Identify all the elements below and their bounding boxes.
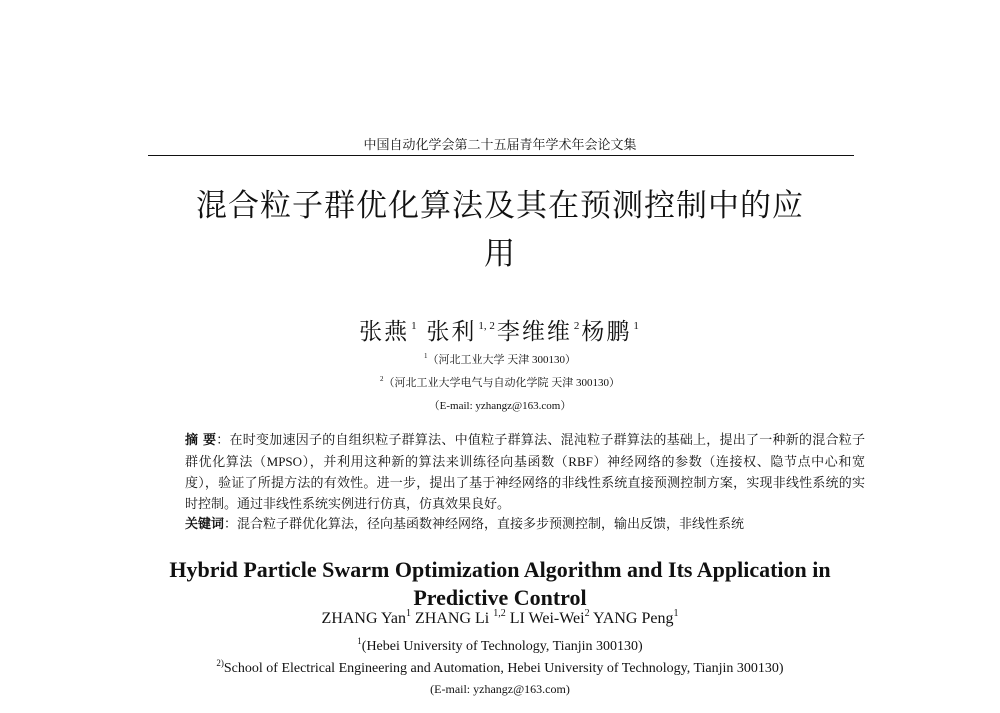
keywords-colon: ： — [224, 516, 238, 531]
abstract-colon: ： — [216, 432, 230, 447]
affiliation-en-text: (Hebei University of Technology, Tianjin 300130) — [361, 639, 643, 654]
author-cn-name: 张燕 — [359, 319, 410, 344]
author-en-sup: 2 — [584, 608, 590, 619]
affiliation-cn-text: （河北工业大学 天津 300130） — [427, 354, 576, 366]
author-en-name: ZHANG Yan — [321, 610, 406, 627]
author-cn-sup: 1 — [633, 320, 639, 332]
affiliation-en-sup: 2) — [216, 658, 224, 668]
affiliation-cn-2 — [0, 374, 1000, 390]
affiliation-en-sup: 1 — [357, 636, 362, 646]
title-chinese-line-1: 混合粒子群优化算法及其在预测控制中的应 — [196, 188, 804, 224]
title-chinese-line-2: 用 — [484, 236, 516, 272]
author-cn-sup: 1, 2 — [478, 320, 495, 332]
title-english-line-1: Hybrid Particle Swarm Optimization Algorithm and Its Application in — [169, 557, 831, 582]
author-en-sup: 1,2 — [493, 608, 506, 619]
authors-chinese — [0, 313, 1000, 346]
author-en-name: YANG Peng — [593, 610, 674, 627]
affiliation-cn-sup: 2 — [380, 375, 384, 383]
title-english-line-2: Predictive Control — [413, 585, 587, 610]
abstract-chinese — [185, 429, 865, 514]
author-cn-name: 杨鹏 — [581, 319, 632, 344]
author-en-sup: 1 — [406, 608, 411, 619]
author-en-name: LI Wei-Wei — [509, 610, 585, 627]
keywords-text: 混合粒子群优化算法，径向基函数神经网络，直接多步预测控制，输出反馈，非线性系统 — [237, 516, 745, 531]
affiliation-cn-1 — [0, 351, 1000, 367]
abstract-text: 在时变加速因子的自组织粒子群算法、中值粒子群算法、混沌粒子群算法的基础上，提出了一种新的混合粒子群优化算法（MPSO），并利用这种新的算法来训练径向基函数（RBF）神经网络的参数（连接权、隐节点中心和宽度），验证了所提方法的有效性。进一步，提出了基于神经网络的非线性系统直接预测控制方案，实现非线性系统的实时控制。通过非线性系统实例进行仿真，仿真效果良好。 — [185, 432, 865, 511]
authors-english — [0, 608, 1000, 628]
affiliation-en-1 — [0, 636, 1000, 655]
affiliation-en-text: School of Electrical Engineering and Automation, Hebei University of Technology, Tianjin 300130) — [223, 661, 784, 676]
keywords-label: 关键词 — [185, 517, 225, 532]
running-head: 中国自动化学会第二十五届青年学术年会论文集 — [363, 138, 637, 153]
author-cn-sup: 2 — [573, 320, 580, 332]
author-cn-name: 张利 — [426, 319, 477, 344]
email-cn: （E-mail: yzhangz@163.com） — [428, 400, 572, 412]
affiliation-cn-text: （河北工业大学电气与自动化学院 天津 300130） — [383, 377, 620, 389]
keywords-chinese — [185, 513, 865, 535]
author-en-sup: 1 — [673, 608, 679, 619]
email-en: (E-mail: yzhangz@163.com) — [430, 682, 570, 696]
title-english — [130, 556, 870, 612]
abstract-label: 摘 要 — [185, 433, 217, 448]
affiliation-cn-sup: 1 — [424, 352, 428, 360]
author-cn-name: 李维维 — [496, 319, 572, 344]
author-cn-sup: 1 — [411, 320, 417, 332]
title-chinese — [140, 182, 860, 278]
header-rule — [148, 155, 854, 156]
affiliation-en-2 — [0, 658, 1000, 677]
author-en-name: ZHANG Li — [415, 610, 494, 627]
